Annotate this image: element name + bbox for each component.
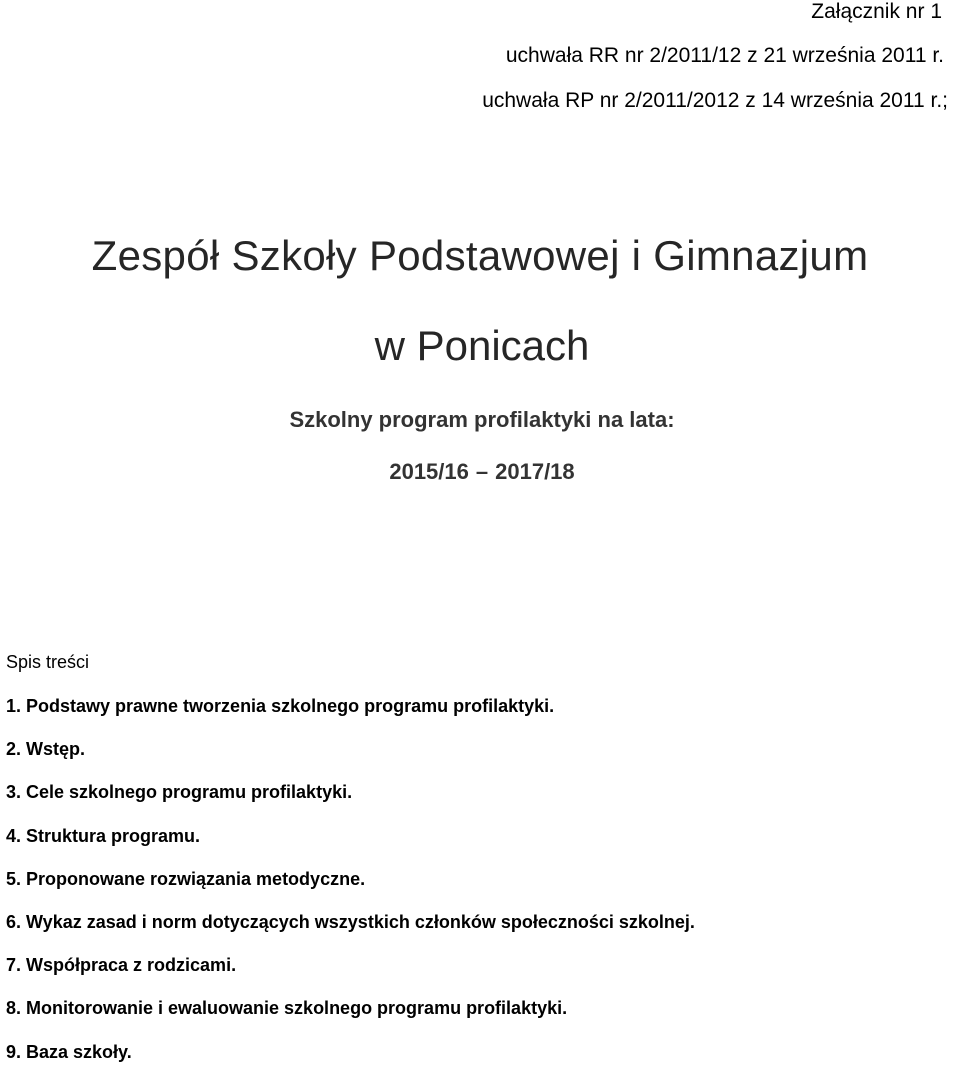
toc-item-label: Podstawy prawne tworzenia szkolnego programu profilaktyki. <box>26 696 555 716</box>
resolution-rp: uchwała RP nr 2/2011/2012 z 14 września 2011 r.; <box>482 89 948 112</box>
toc-title: Spis treści <box>6 652 90 672</box>
toc-list <box>6 694 695 1083</box>
toc-item-label: Baza szkoły. <box>26 1041 132 1062</box>
year-start: 2015/16 <box>389 459 469 484</box>
toc-item <box>6 1040 695 1083</box>
toc-item-number: 9. <box>6 1041 22 1062</box>
toc-item-label: Monitorowanie i ewaluowanie szkolnego programu profilaktyki. <box>26 998 568 1019</box>
toc-item <box>6 780 695 823</box>
toc-item-label: Współpraca z rodzicami. <box>26 955 237 976</box>
attachment-label: Załącznik nr 1 <box>811 0 942 23</box>
toc-item <box>6 910 695 953</box>
year-separator: – <box>475 459 489 484</box>
toc-item <box>6 996 695 1039</box>
program-years <box>2 459 960 485</box>
year-end: 2017/18 <box>495 459 575 484</box>
toc-item-label: Struktura programu. <box>26 825 201 846</box>
toc-item-number: 5. <box>6 868 22 889</box>
toc-item-label: Cele szkolnego programu profilaktyki. <box>26 782 353 803</box>
toc-item <box>6 824 695 867</box>
toc-item <box>6 953 695 996</box>
program-title: Szkolny program profilaktyki na lata: <box>289 407 675 432</box>
toc-item-number: 3. <box>6 782 22 803</box>
toc-item-label: Wstęp. <box>26 739 86 760</box>
toc-item-number: 2. <box>6 739 22 760</box>
school-name: Zespół Szkoły Podstawowej i Gimnazjum <box>91 232 869 279</box>
toc-item <box>6 867 695 910</box>
toc-item-number: 6. <box>6 911 22 932</box>
resolution-rr: uchwała RR nr 2/2011/12 z 21 września 2011 r. <box>505 44 944 67</box>
toc-item-number: 8. <box>6 998 22 1019</box>
toc-item-label: Wykaz zasad i norm dotyczących wszystkich członków społeczności szkolnej. <box>26 911 695 932</box>
toc-item <box>6 694 695 737</box>
toc-item <box>6 737 695 780</box>
toc-item-number: 4. <box>6 825 22 846</box>
toc-item-number: 1. <box>6 696 22 716</box>
toc-item-label: Proponowane rozwiązania metodyczne. <box>26 868 366 889</box>
toc-item-number: 7. <box>6 955 22 976</box>
school-place: w Ponicach <box>374 322 590 369</box>
